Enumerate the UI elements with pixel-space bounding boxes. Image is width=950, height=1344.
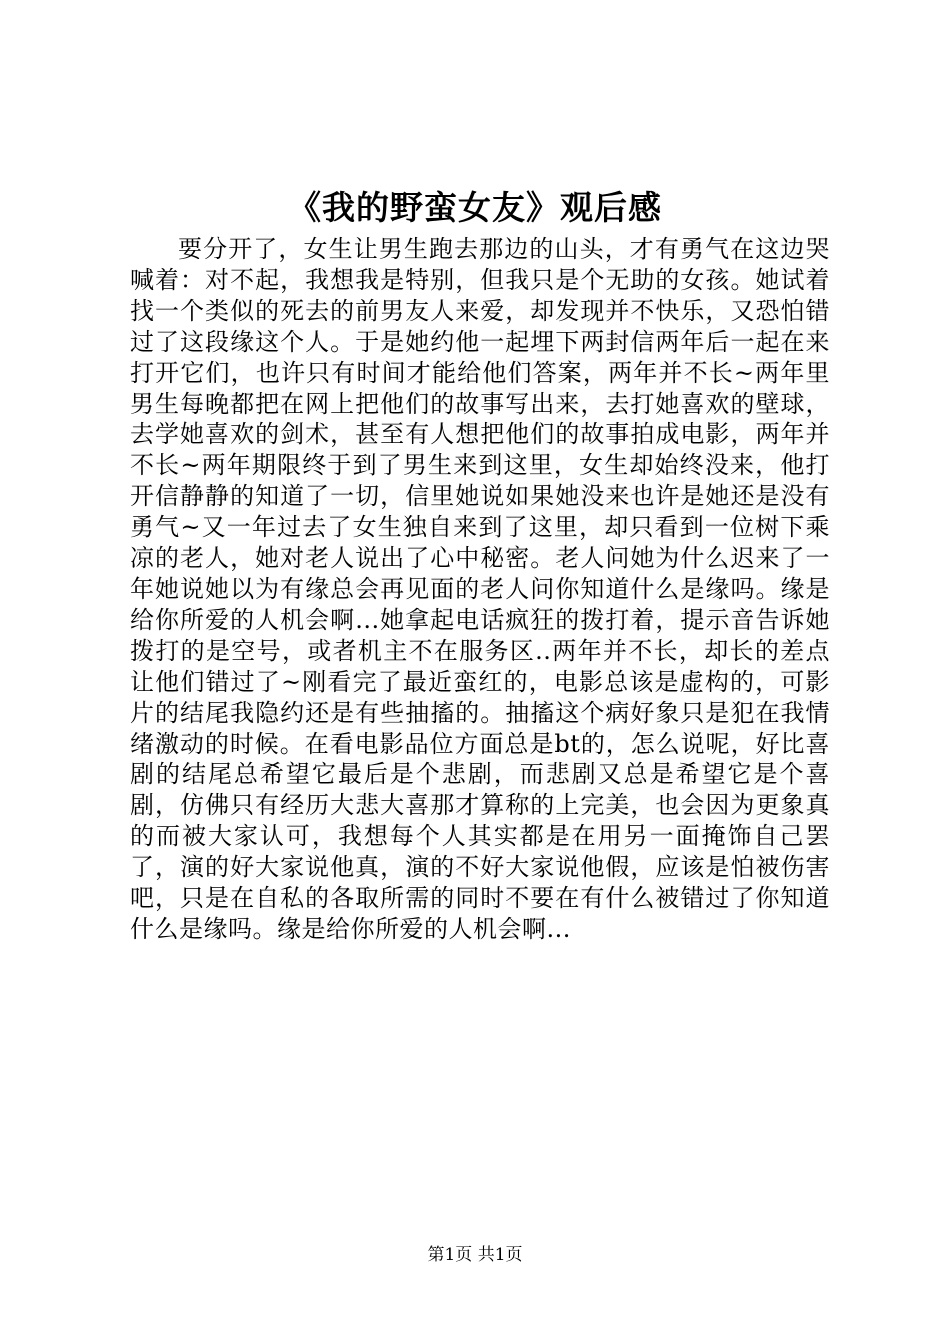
page-footer: 第1页 共1页 <box>427 1245 523 1265</box>
document-title: 《我的野蛮女友》观后感 <box>288 188 662 227</box>
document-body-paragraph: 要分开了，女生让男生跑去那边的山头，才有勇气在这边哭喊着：对不起，我想我是特别，但我只是个无助的女孩。她试着找一个类似的死去的前男友人来爱，却发现并不快乐，又恐怕错过了这段缘这个人。于是她约他一起埋下两封信两年后一起在来打开它们，也许只有时间才能给他们答案，两年并不长~两年里男生每晚都把在网上把他们的故事写出来，去打她喜欢的壁球，去学她喜欢的剑术，甚至有人想把他们的故事拍成电影，两年并不长~两年期限终于到了男生来到这里，女生却始终没来，他打开信静静的知道了一切，信里她说如果她没来也许是她还是没有勇气~又一年过去了女生独自来到了这里，却只看到一位树下乘凉的老人，她对老人说出了心中秘密。老人问她为什么迟来了一年她说她以为有缘总会再见面的老人问你知道什么是缘吗。缘是给你所爱的人机会啊...她拿起电话疯狂的拨打着，提示音告诉她拨打的是空号，或者机主不在服务区..两年并不长，却长的差点让他们错过了~刚看完了最近蛮红的，电影总该是虚构的，可影片的结尾我隐约还是有些抽搐的。抽搐这个病好象只是犯在我情绪激动的时候。在看电影品位方面总是bt的，怎么说呢，好比喜剧的结尾总希望它最后是个悲剧，而悲剧又总是希望它是个喜剧，仿佛只有经历大悲大喜那才算称的上完美，也会因为更象真的而被大家认可，我想每个人其实都是在用另一面掩饰自己罢了，演的好大家说他真，演的不好大家说他假，应该是怕被伤害吧，只是在自私的各取所需的同时不要在有什么被错过了你知道什么是缘吗。缘是给你所爱的人机会啊... <box>130 235 830 943</box>
